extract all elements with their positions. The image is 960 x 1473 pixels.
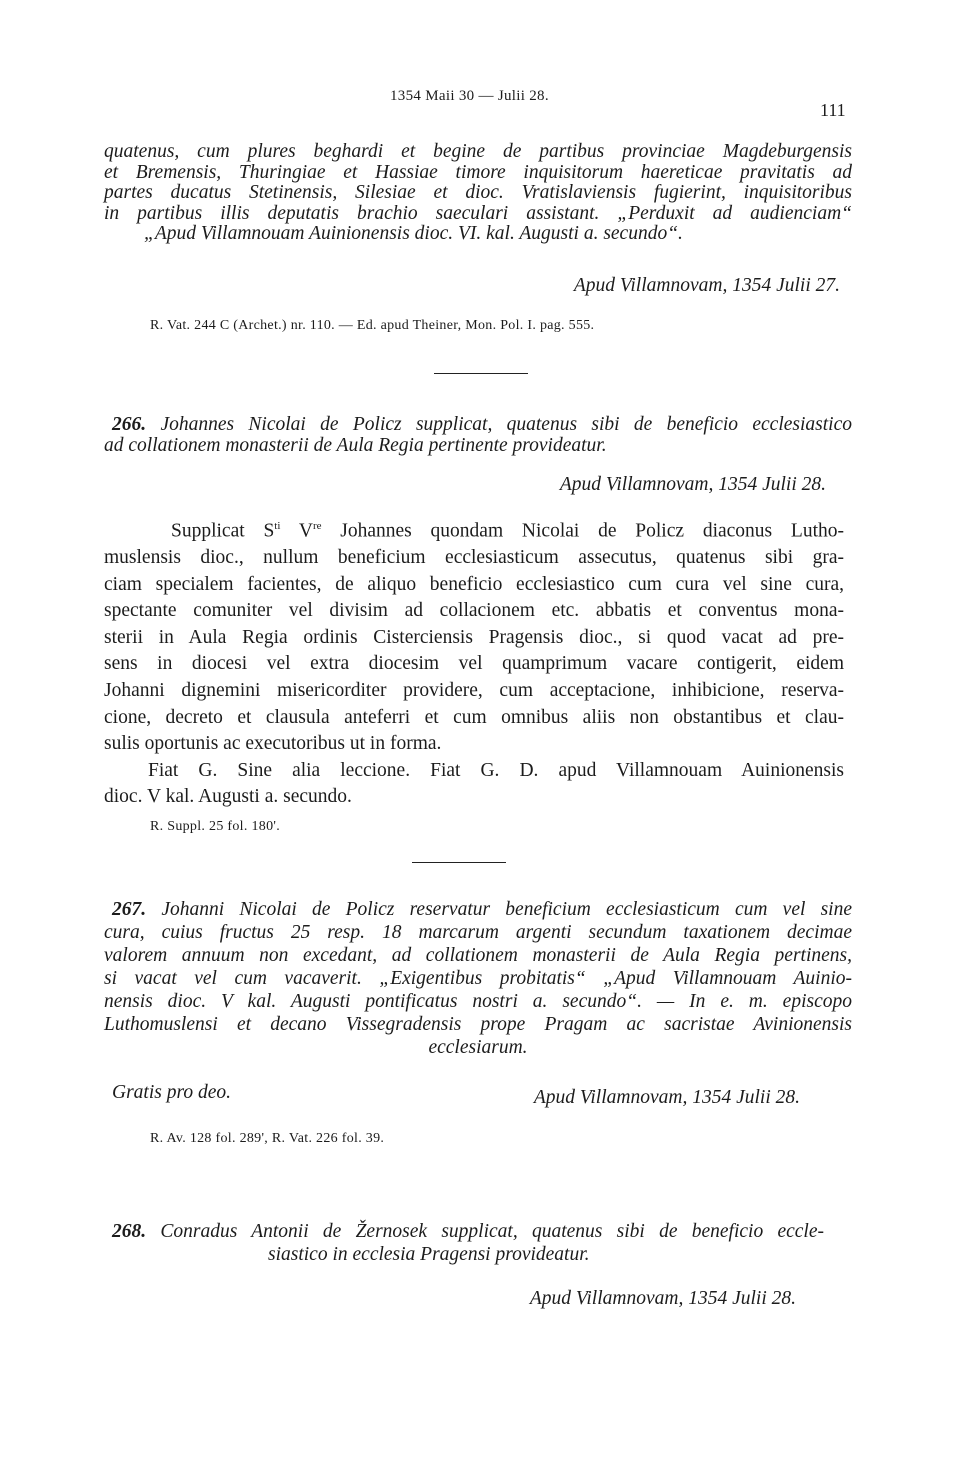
section-divider xyxy=(434,373,528,374)
summary-line: cura, cuius fructus 25 resp. 18 marcarum argenti secundum taxationem decimae xyxy=(104,921,852,943)
text-line: sens in diocesi vel extra diocesim vel quamprimum vacare contigerit, eidem xyxy=(104,653,844,675)
place-date: Apud Villamnovam, 1354 Julii 28. xyxy=(559,474,826,495)
section-divider xyxy=(412,862,506,863)
summary-line: si vacat vel cum vacaverit. „Exigentibus probitatis“ „Apud Villamnouam Auinio- xyxy=(104,967,852,989)
text-line: Fiat G. Sine alia leccione. Fiat G. D. apud Villamnouam Auinionensis xyxy=(148,759,844,781)
summary-line: quatenus, cum plures beghardi et begine de partibus provinciae Magdeburgensis xyxy=(104,141,852,162)
gratis-note: Gratis pro deo. xyxy=(112,1082,231,1103)
entry-265-summary xyxy=(104,142,852,245)
summary-line: ad collationem monasterii de Aula Regia pertinente provideatur. xyxy=(104,434,607,456)
summary-line: „Apud Villamnouam Auinionensis dioc. VI. kal. Augusti a. secundo“. xyxy=(144,223,683,244)
source-reference: R. Suppl. 25 fol. 180'. xyxy=(150,819,280,834)
entry-268-summary xyxy=(104,1222,852,1267)
place-date: Apud Villamnovam, 1354 Julii 28. xyxy=(529,1288,796,1309)
summary-line: nensis dioc. V kal. Augusti pontificatus nostri a. secundo“. — In e. m. episcopo xyxy=(104,990,852,1012)
summary-line: 268. Conradus Antonii de Žernosek supplicat, quatenus sibi de beneficio eccle- xyxy=(112,1221,824,1242)
summary-line: siastico in ecclesia Pragensi provideatur. xyxy=(268,1243,590,1265)
summary-line: 266. Johannes Nicolai de Policz supplicat, quatenus sibi de beneficio ecclesiastico xyxy=(112,414,852,435)
summary-line: valorem annuum non excedant, ad collationem monasterii de Aula Regia pertinens, xyxy=(104,944,852,966)
source-reference: R. Av. 128 fol. 289', R. Vat. 226 fol. 39. xyxy=(150,1131,385,1146)
text-line: muslensis dioc., nullum beneficium ecclesiasticum assecutus, quatenus sibi gra- xyxy=(104,547,844,569)
text-line: dioc. V kal. Augusti a. secundo. xyxy=(104,786,352,808)
entry-number: 266. xyxy=(112,414,147,435)
page-number: 111 xyxy=(820,100,846,120)
summary-line: in partibus illis deputatis brachio saeculari assistant. „Perduxit ad audienciam“ xyxy=(104,202,852,224)
text-line: sterii in Aula Regia ordinis Cisterciensis Pragensis dioc., si quod vacat ad pre- xyxy=(104,626,844,648)
text-line: Johanni dignemini misericorditer providere, cum acceptacione, inhibicione, reserva- xyxy=(104,680,844,702)
running-head: 1354 Maii 30 — Julii 28. xyxy=(390,88,549,104)
summary-line: 267. Johanni Nicolai de Policz reservatur beneficium ecclesiasticum cum vel sine xyxy=(112,899,853,920)
entry-number: 267. xyxy=(112,899,147,920)
text-line: ciam specialem facientes, de aliquo beneficio ecclesiastico cum cura vel sine cura, xyxy=(104,573,844,595)
place-date: Apud Villamnovam, 1354 Julii 27. xyxy=(573,275,840,296)
entry-266-summary xyxy=(104,415,852,456)
entry-number: 268. xyxy=(112,1221,147,1242)
summary-line: Luthomuslensi et decano Vissegradensis prope Pragam ac sacristae Avinionensis xyxy=(104,1013,852,1035)
source-reference: R. Vat. 244 C (Archet.) nr. 110. — Ed. apud Theiner, Mon. Pol. I. pag. 555. xyxy=(150,318,595,333)
summary-line: et Bremensis, Thuringiae et Hassiae timore inquisitorum haereticae pravitatis ad xyxy=(104,161,852,183)
entry-267-summary xyxy=(104,900,852,1059)
place-date: Apud Villamnovam, 1354 Julii 28. xyxy=(533,1087,800,1108)
entry-266-text xyxy=(104,513,844,811)
text-line: spectante comuniter vel divisim ad collacionem etc. abbatis et conventus mona- xyxy=(104,600,844,622)
summary-line: partes ducatus Stetinensis, Silesiae et dioc. Vratislaviensis fugierint, inquisitoribus xyxy=(104,182,852,203)
text-line: cione, decreto et clausula anteferri et cum omnibus aliis non obstantibus et clau- xyxy=(104,706,844,728)
summary-line: ecclesiarum. xyxy=(428,1036,528,1058)
text-line: sulis oportunis ac executoribus ut in forma. xyxy=(104,733,442,755)
text-line: Supplicat $S^{ti}$ Vre Johannes quondam Nicolai de Policz diaconus Lutho- xyxy=(171,520,844,542)
